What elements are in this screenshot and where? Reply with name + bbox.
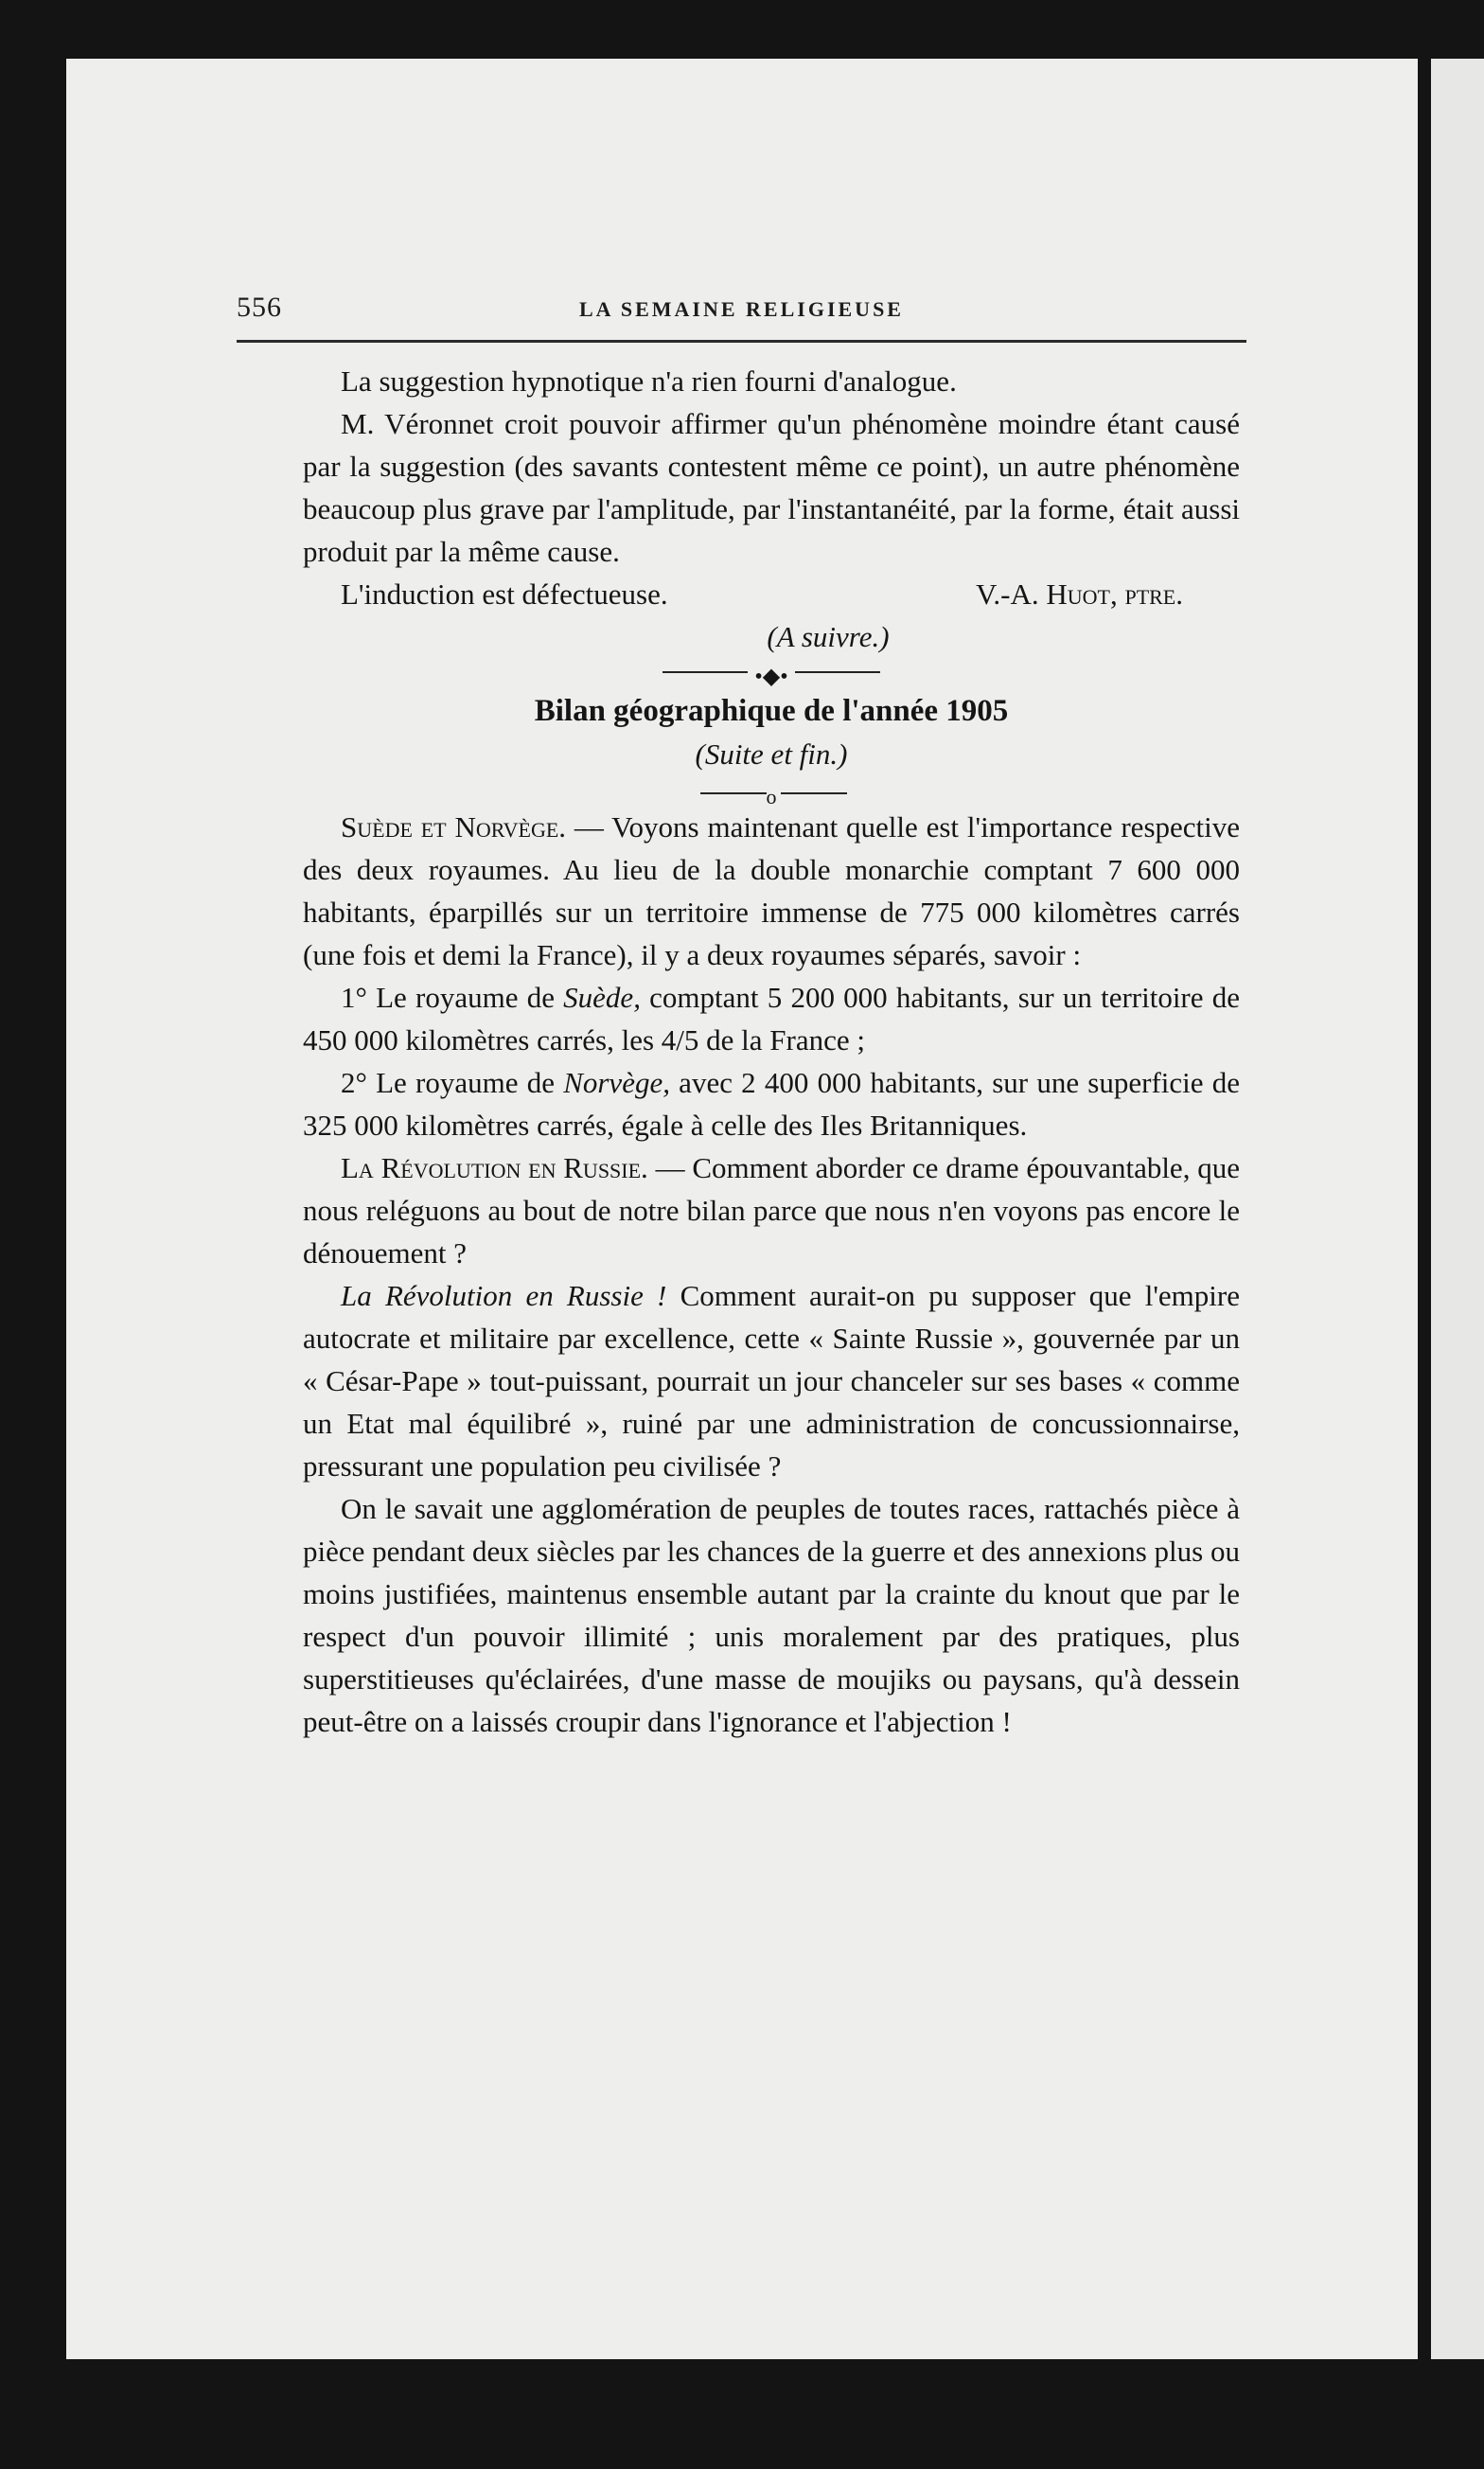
paragraph: Suède et Norvège. — Voyons maintenant quelle est l'importance respective des deux royaumes. Au lieu de la double monarchie comptant 7 600 000 habitants, éparpillés sur un territoire immense de 775 000 kilomètres carrés (une fois et demi la France), il y a deux royaumes séparés, savoir : <box>303 810 1241 971</box>
section-lead: Suède et Norvège. <box>341 810 567 844</box>
paragraph: 2° Le royaume de Norvège, avec 2 400 000 habitants, sur une superficie de 325 000 kilomètres carrés, égale à celle des Iles Britanniques. <box>303 1066 1240 1142</box>
page-body <box>303 360 1240 1743</box>
to-be-continued: (A suivre.) <box>767 620 890 653</box>
section-lead: La Révolution en Russie. <box>341 1151 648 1184</box>
section-ornament <box>303 658 1240 689</box>
paragraph: La suggestion hypnotique n'a rien fourni d'analogue. <box>341 364 957 398</box>
facing-page-edge <box>1431 59 1484 2359</box>
paragraph: On le savait une agglomération de peuples de toutes races, rattachés pièce à pièce pendant deux siècles par les chances de la guerre et des annexions plus ou moins justifiées, maintenus ensemble autant par la crainte du knout que par le respect d'un pouvoir illimité ; unis moralement par des pratiques, plus superstitieuses qu'éclairées, d'une masse de moujiks ou paysans, qu'à dessein peut-être on a laissés croupir dans l'ignorance et l'abjection ! <box>303 1492 1240 1738</box>
separator-mark: o <box>766 785 777 808</box>
paragraph: La Révolution en Russie ! Comment aurait-on pu supposer que l'empire autocrate et militaire par excellence, cette « Sainte Russie », gouvernée par un « César-Pape » tout-puissant, pourrait un jour chanceler sur ses bases « comme un Etat mal équilibré », ruiné par une administration de concussionnairse, pressurant une population peu civilisée ? <box>303 1279 1240 1483</box>
author-signature: V.-A. Huot, ptre. <box>976 577 1183 611</box>
page-header <box>237 292 1246 331</box>
paragraph: 1° Le royaume de Suède, comptant 5 200 000 habitants, sur un territoire de 450 000 kilomètres carrés, les 4/5 de la France ; <box>303 981 1240 1057</box>
title-separator <box>303 775 1240 806</box>
paragraph: M. Véronnet croit pouvoir affirmer qu'un phénomène moindre étant causé par la suggestion (des savants contestent même ce point), un autre phénomène beaucoup plus grave par l'amplitude, par l'instantanéité, par la forme, était aussi produit par la même cause. <box>303 407 1240 568</box>
article-subtitle: (Suite et fin.) <box>695 737 848 771</box>
header-rule <box>237 340 1246 343</box>
running-title: LA SEMAINE RELIGIEUSE <box>579 297 904 321</box>
ornament-mark: •◆• <box>754 665 788 689</box>
article-title: Bilan géographique de l'année 1905 <box>534 694 1009 728</box>
signature-line <box>303 573 1240 615</box>
closing-sentence: L'induction est défectueuse. <box>341 577 668 611</box>
page-number: 556 <box>237 292 282 323</box>
paragraph: La Révolution en Russie. — Comment aborder ce drame épouvantable, que nous reléguons au bout de notre bilan parce que nous n'en voyons pas encore le dénouement ? <box>303 1151 1240 1270</box>
